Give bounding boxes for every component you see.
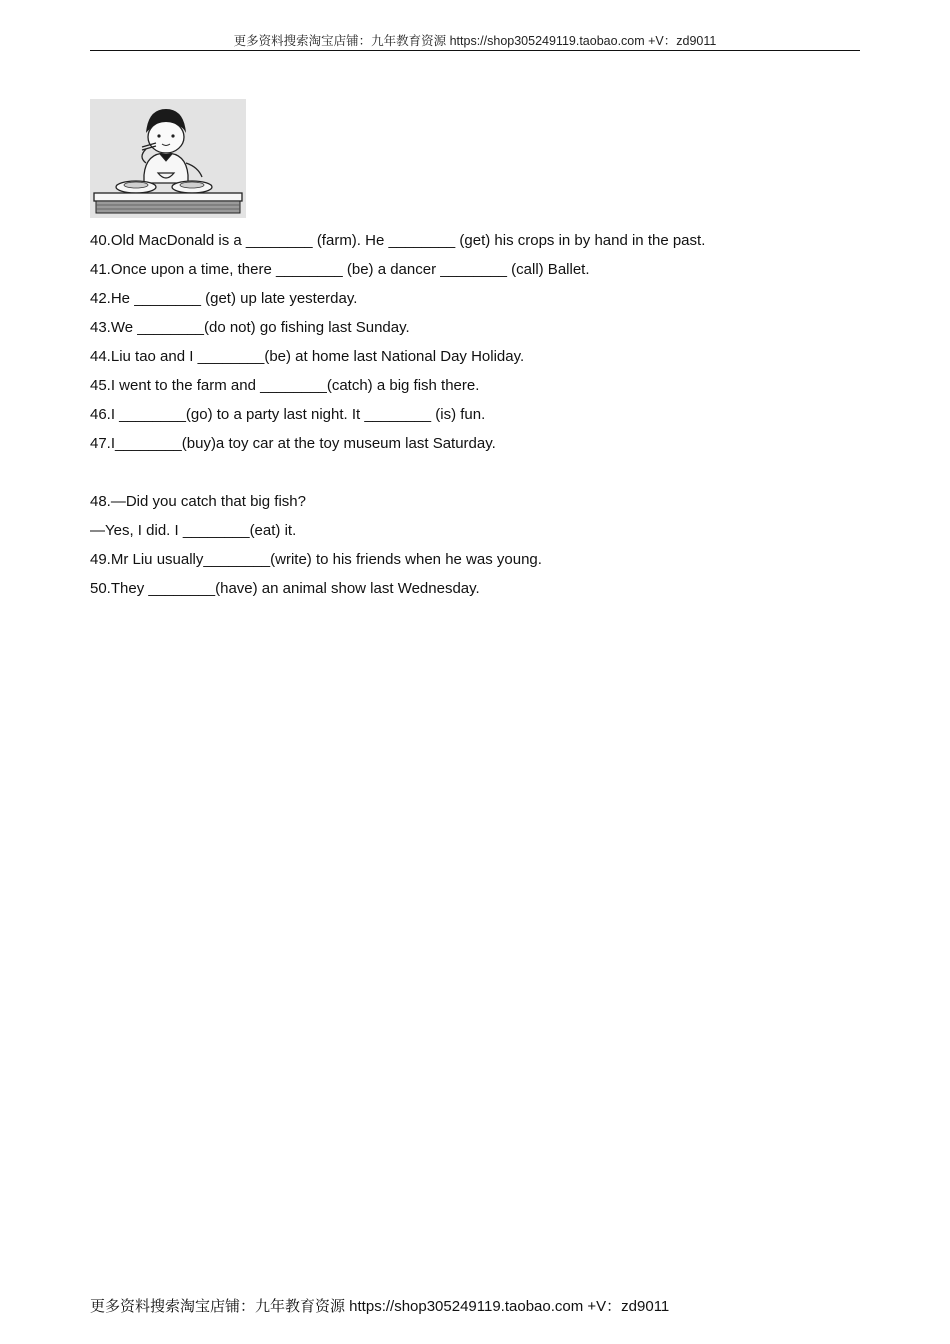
question-list (90, 230, 860, 607)
question-50: 50.They ________(have) an animal show last Wednesday. (90, 580, 480, 597)
question-49: 49.Mr Liu usually________(write) to his friends when he was young. (90, 551, 542, 568)
page-footer: 更多资料搜索淘宝店铺：九年教育资源 https://shop305249119.taobao.com +V：zd9011 (90, 1298, 670, 1315)
question-44: 44.Liu tao and I ________(be) at home last National Day Holiday. (90, 348, 525, 365)
question-48-answer: —Yes, I did. I ________(eat) it. (90, 522, 297, 539)
question-45: 45.I went to the farm and ________(catch) a big fish there. (90, 377, 480, 394)
question-41: 41.Once upon a time, there ________ (be) a dancer ________ (call) Ballet. (90, 261, 590, 278)
question-46: 46.I ________(go) to a party last night. It ________ (is) fun. (90, 406, 486, 423)
question-48: 48.—Did you catch that big fish? (90, 493, 306, 510)
page-header: 更多资料搜索淘宝店铺：九年教育资源 https://shop305249119.taobao.com +V：zd9011 (233, 34, 717, 48)
question-47: 47.I________(buy)a toy car at the toy museum last Saturday. (90, 435, 496, 452)
header-divider (90, 50, 860, 51)
boy-eating-illustration (90, 99, 246, 218)
question-40: 40.Old MacDonald is a ________ (farm). He ________ (get) his crops in by hand in the past. (90, 232, 706, 249)
question-43: 43.We ________(do not) go fishing last Sunday. (90, 319, 410, 336)
question-42: 42.He ________ (get) up late yesterday. (90, 290, 358, 307)
